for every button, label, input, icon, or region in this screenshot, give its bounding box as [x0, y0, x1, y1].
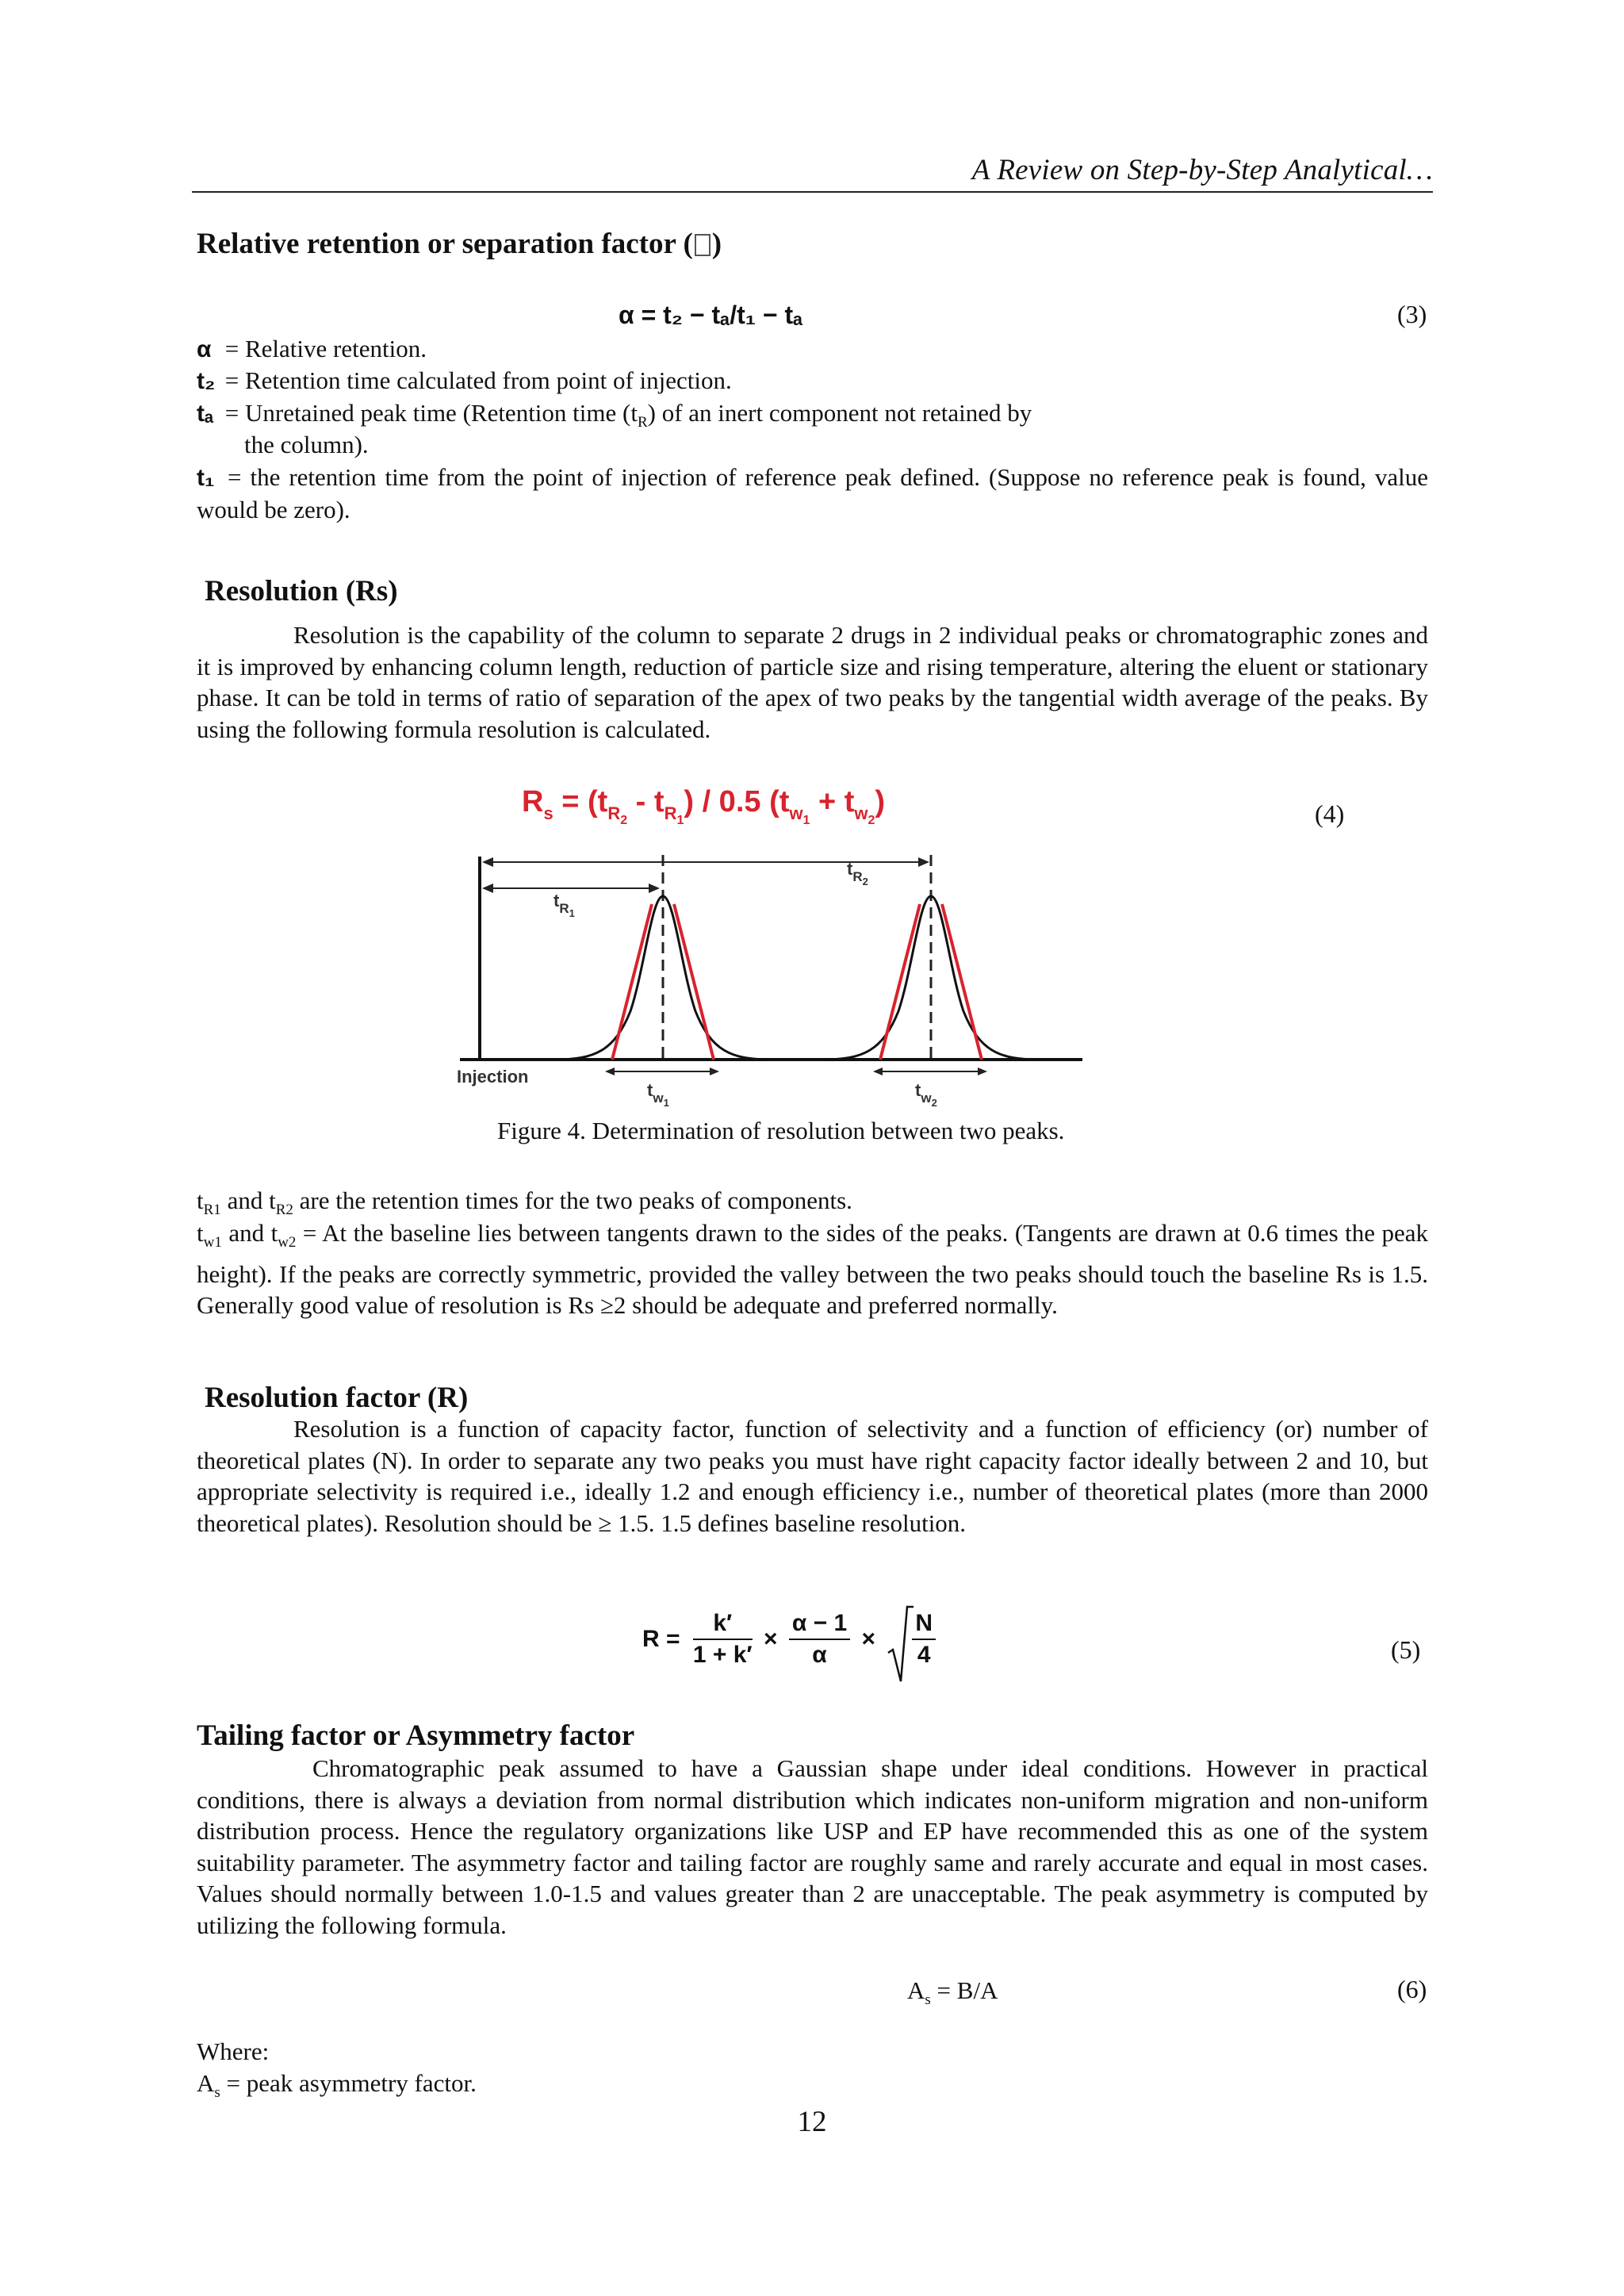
arrow-head-icon [873, 1068, 883, 1075]
def-t2: t₂ = Retention time calculated from point of injection. [197, 366, 732, 394]
equation-number-6: (6) [1397, 1975, 1427, 2003]
arrow-head-icon [482, 857, 493, 867]
text-tw-definition: $t_{w1}$ and $t_{w2} = At$ the baseline lies between tangents drawn to the sides of the peaks. (Tangents are drawn at 0.6 times the peak height). If the peaks are correctly symmetric, provided the valley between the two peaks should touch the baseline Rs is 1.5. Generally good value of resolution is Rs ≥2 should be adequate and preferred normally. [197, 1219, 1428, 1320]
page-number: 12 [797, 2106, 827, 2138]
sqrt-icon [887, 1605, 914, 1685]
label-tR2: $t_{R2}$ [847, 859, 868, 887]
peak-1-tangent-left [612, 904, 652, 1060]
def-ta-cont: the column). [244, 431, 369, 458]
paragraph-resolution-factor: Resolution is a function of capacity factor, function of selectivity and a function of efficiency (or) number of theoretical plates (N). In order to separate any two peaks you must have right capacity factor ideally between 2 and 10, but appropriate selectivity is required i.e., ideally 1.2 and enough efficiency i.e., number of theoretical plates (more than 2000 theoretical plates). Resolution should be ≥ 1.5. 1.5 defines baseline resolution. [197, 1415, 1428, 1537]
equation-number-5: (5) [1391, 1635, 1421, 1664]
heading-relative-retention: Relative retention or separation factor ( ) [197, 228, 722, 260]
paragraph-tailing-factor: Chromatographic peak assumed to have a Gaussian shape under ideal conditions. However in practical conditions, there is always a deviation from normal distribution which indicates non-uniform migration and non-uniform distribution process. Hence the regulatory organizations like USP and EP have recommended this as one of the system suitability parameter. The asymmetry factor and tailing factor are roughly same and rarely accurate and equal in most cases. Values should normally between 1.0-1.5 and values greater than 2 are unacceptable. The peak asymmetry is computed by utilizing the following formula. [197, 1754, 1428, 1939]
equation-number-4: (4) [1315, 799, 1345, 828]
equation-number-3: (3) [1397, 300, 1427, 328]
arrow-head-icon [482, 884, 493, 893]
def-as: $A_s$ = peak asymmetry factor. [197, 2069, 477, 2102]
fraction-capacity: $\frac{k'}{1 + k'}$ [692, 1610, 753, 1668]
arrow-head-icon [918, 857, 929, 867]
arrow-head-icon [649, 884, 660, 893]
def-alpha: α = Relative retention. [197, 335, 427, 362]
label-injection: Injection [457, 1067, 529, 1087]
heading-tailing-factor: Tailing factor or Asymmetry factor [197, 1719, 635, 1752]
peak-1-tangent-right [674, 904, 714, 1060]
arrow-head-icon [605, 1068, 615, 1075]
def-ta: tₐ = Unretained peak time (Retention time $(t_R)$ of an inert component not retained by [197, 399, 1032, 431]
sqrt-efficiency: $\frac{N}{4}$ [887, 1610, 936, 1669]
fraction-selectivity: $\frac{\alpha - 1}{\alpha}$ [789, 1610, 850, 1669]
missing-glyph-icon [695, 234, 710, 256]
arrow-head-icon [978, 1068, 987, 1075]
figure-formula: $R_s = (t_R2 - t_R1) / 0.5$ $(t_w1 + t_w2)$ [522, 785, 886, 827]
heading-resolution: Resolution (Rs) [205, 575, 398, 608]
figure-caption: Figure 4. Determination of resolution between two peaks. [497, 1117, 1065, 1144]
heading-resolution-factor: Resolution factor (R) [205, 1382, 469, 1414]
equation-6: $A_s = B/A$ [907, 1976, 998, 2009]
header-rule [192, 191, 1433, 193]
label-tw1: $t_{w1}$ [647, 1080, 669, 1109]
equation-3: α = t₂ − tₐ/t₁ − tₐ [619, 301, 803, 329]
def-t1: t₁ = the retention time from the point of injection of reference peak defined. (Suppose no reference peak is found, value would be zero). [197, 463, 1428, 523]
peak-2-tangent-right [942, 904, 982, 1060]
label-tR1: $t_{R1}$ [553, 891, 575, 919]
running-head: A Review on Step-by-Step Analytical… [971, 154, 1433, 186]
where-label: Where: [197, 2037, 270, 2065]
resolution-figure [444, 777, 1094, 1118]
text-tR-definition: $t_{R1}$ and $t_{R2}$ are the retention times for the two peaks of components. [197, 1186, 852, 1219]
label-tw2: $t_{w2}$ [915, 1080, 937, 1109]
equation-5: R = $\frac{k'}{1 + k'}$ × $\frac{\alpha - 1}{\alpha}$ × $\frac{N}{4}$ [642, 1610, 936, 1669]
peak-2-tangent-left [880, 904, 920, 1060]
arrow-head-icon [710, 1068, 719, 1075]
paragraph-resolution: Resolution is the capability of the column to separate 2 drugs in 2 individual peaks or chromatographic zones and it is improved by enhancing column length, reduction of particle size and rising temperature, altering the eluent or stationary phase. It can be told in terms of ratio of separation of the apex of two peaks by the tangential width average of the peaks. By using the following formula resolution is calculated. [197, 621, 1428, 743]
